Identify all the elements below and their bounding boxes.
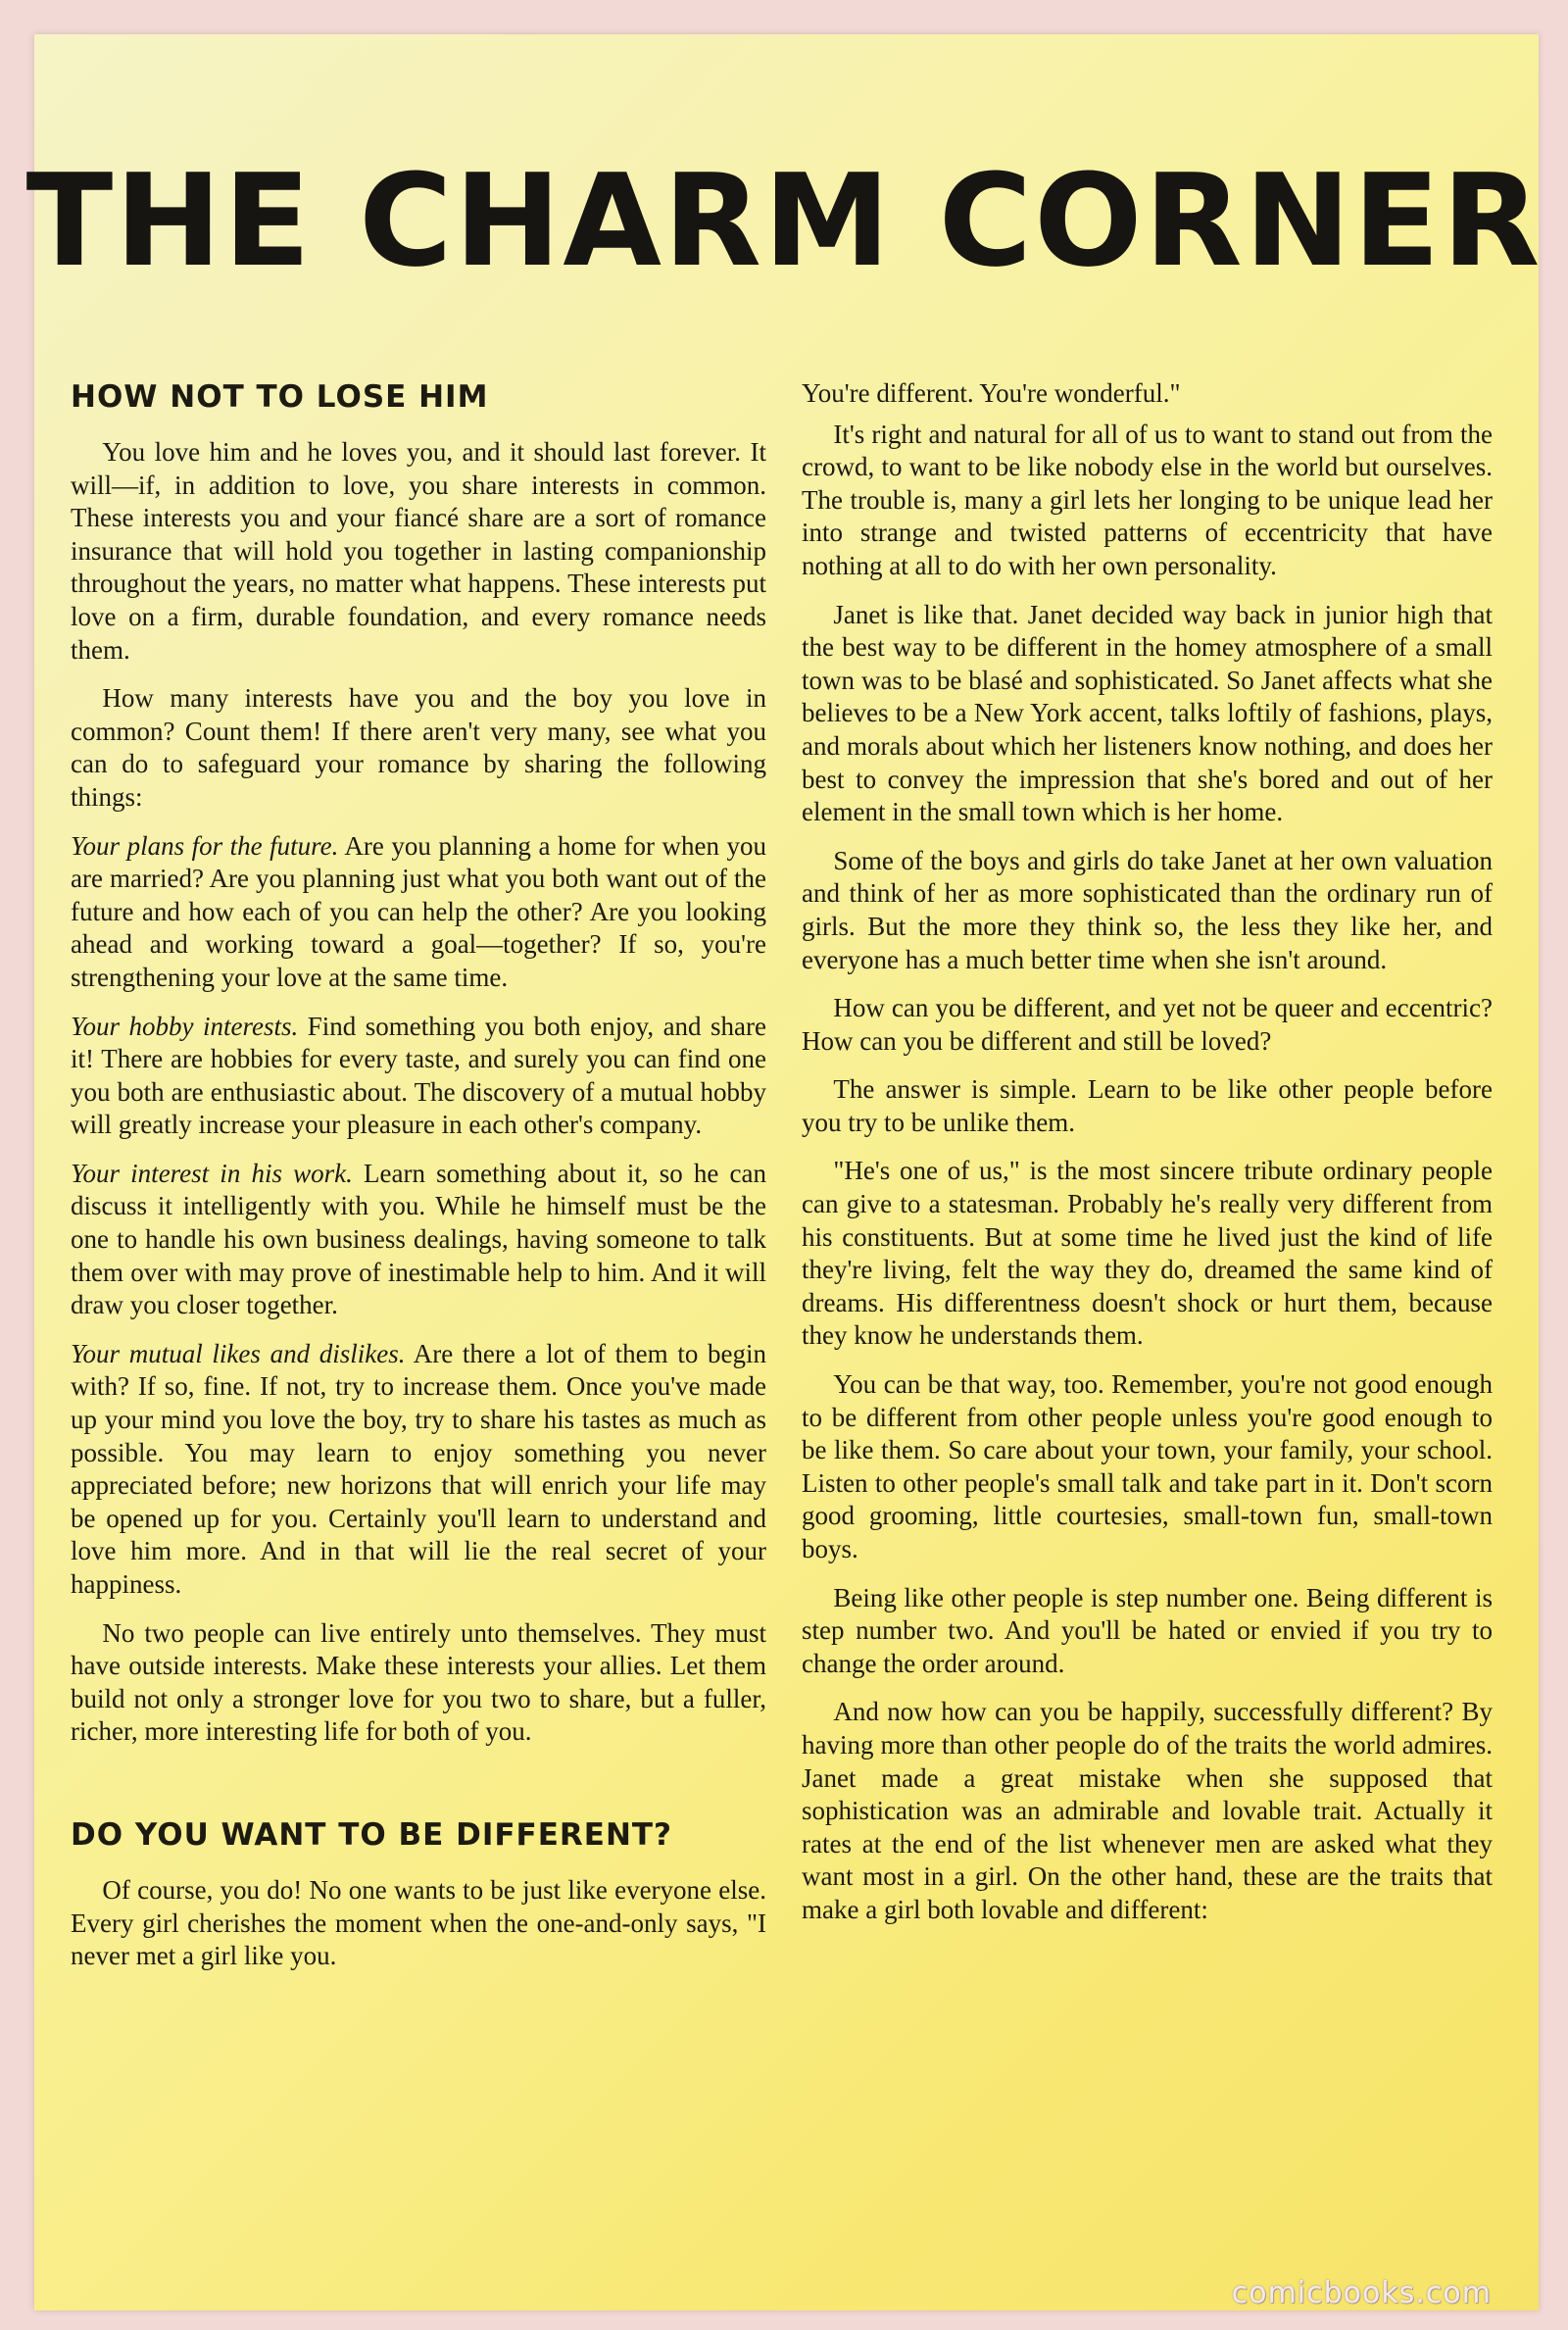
paragraph: Of course, you do! No one wants to be just like everyone else. Every girl cherishes the moment when the one-and-only says, "I never met a girl like you.	[71, 1874, 766, 1971]
paragraph: Your mutual likes and dislikes. Are there a lot of them to begin with? If so, fine. If not, try to increase them. Once you've made up your mind you love the boy, try to share his tastes as much as possible. You may learn to enjoy something you never appreciated before; new horizons that will enrich your life may be opened up for you. Certainly you'll learn to understand and love him more. And in that will lie the real secret of your happiness.	[71, 1338, 766, 1599]
paragraph: How many interests have you and the boy you love in common? Count them! If there aren't very many, see what you can do to safeguard your romance by sharing the following things:	[71, 683, 766, 812]
paragraph: Your interest in his work. Learn something about it, so he can discuss it intelligently with you. While he himself must be the one to handle his own business dealings, having someone to talk them over with may prove of inestimable help to him. And it will draw you closer together.	[71, 1158, 766, 1320]
paragraph: You're different. You're wonderful."	[802, 378, 1181, 408]
paragraph: No two people can live entirely unto themselves. They must have outside interests. Make these interests your allies. Let them build not only a stronger love for you two to share, but a fuller, richer, more interesting life for both of you.	[71, 1617, 766, 1747]
paragraph: Your hobby interests. Find something you both enjoy, and share it! There are hobbies for every taste, and surely you can find one you both are enthusiastic about. The discovery of a mutual hobby will greatly increase your pleasure in each other's company.	[71, 1011, 766, 1140]
italic-lead: Your plans for the future.	[71, 830, 339, 861]
paragraph: Being like other people is step number one. Being different is step number two. And you'll be hated or envied if you try to change the order around.	[802, 1582, 1493, 1678]
italic-lead: Your mutual likes and dislikes.	[71, 1338, 406, 1368]
paragraph: Janet is like that. Janet decided way back in junior high that the best way to be different in the homey atmosphere of a small town was to be blasé and sophisticated. So Janet affects what she believes to be a New York accent, talks loftily of fashions, plays, and morals about which her listeners know nothing, and does her best to convey the impression that she's bored and out of her element in the small town which is her home.	[802, 599, 1493, 827]
left-column	[71, 377, 766, 1989]
section-heading-be-different: DO YOU WANT TO BE DIFFERENT?	[71, 1816, 673, 1853]
watermark: comicbooks.com	[1231, 2276, 1492, 2310]
paragraph: It's right and natural for all of us to want to stand out from the crowd, to want to be like nobody else in the world but ourselves. The trouble is, many a girl lets her longing to be unique lead her into strange and twisted patterns of eccentricity that have nothing at all to do with her own personality.	[802, 419, 1493, 580]
paragraph: You love him and he loves you, and it should last forever. It will—if, in addition to love, you share interests in common. These interests you and your fiancé share are a sort of romance insurance that will hold you together in lasting companionship throughout the years, no matter what happens. These interests put love on a firm, durable foundation, and every romance needs them.	[71, 437, 766, 665]
paragraph: Some of the boys and girls do take Janet at her own valuation and think of her as more sophisticated than the ordinary run of girls. But the more they think so, the less they like her, and everyone has a much better time when she isn't around.	[802, 845, 1493, 974]
page-title: THE CHARM CORNER	[25, 146, 1543, 295]
section-heading-lose-him: HOW NOT TO LOSE HIM	[71, 379, 489, 415]
paragraph: How can you be different, and yet not be queer and eccentric? How can you be different and still be loved?	[802, 993, 1493, 1056]
paragraph: "He's one of us," is the most sincere tribute ordinary people can give to a statesman. Probably he's really very different from his constituents. But at some time he lived just the kind of life they're living, felt the way they do, dreamed the same kind of dreams. His differentness doesn't shock or hurt them, because they know he understands them.	[802, 1156, 1493, 1351]
italic-lead: Your hobby interests.	[71, 1011, 299, 1041]
paragraph: The answer is simple. Learn to be like other people before you try to be unlike them.	[802, 1074, 1493, 1137]
paragraph: You can be that way, too. Remember, you're not good enough to be different from other people unless you're good enough to be like them. So care about your town, your family, your school. Listen to other people's small talk and take part in it. Don't scorn good grooming, little courtesies, small-town fun, small-town boys.	[802, 1369, 1493, 1563]
paragraph: And now how can you be happily, successfully different? By having more than other people do of the traits the world admires. Janet made a great mistake when she supposed that sophistication was an admirable and lovable trait. Actually it rates at the end of the list whenever men are asked what they want most in a girl. On the other hand, these are the traits that make a girl both lovable and different:	[802, 1697, 1493, 1924]
paragraph: Your plans for the future. Are you planning a home for when you are married? Are you planning just what you both want out of the future and how each of you can help the other? Are you looking ahead and working toward a goal—together? If so, you're strengthening your love at the same time.	[71, 830, 766, 992]
right-column	[802, 377, 1493, 1943]
italic-lead: Your interest in his work.	[71, 1158, 353, 1188]
